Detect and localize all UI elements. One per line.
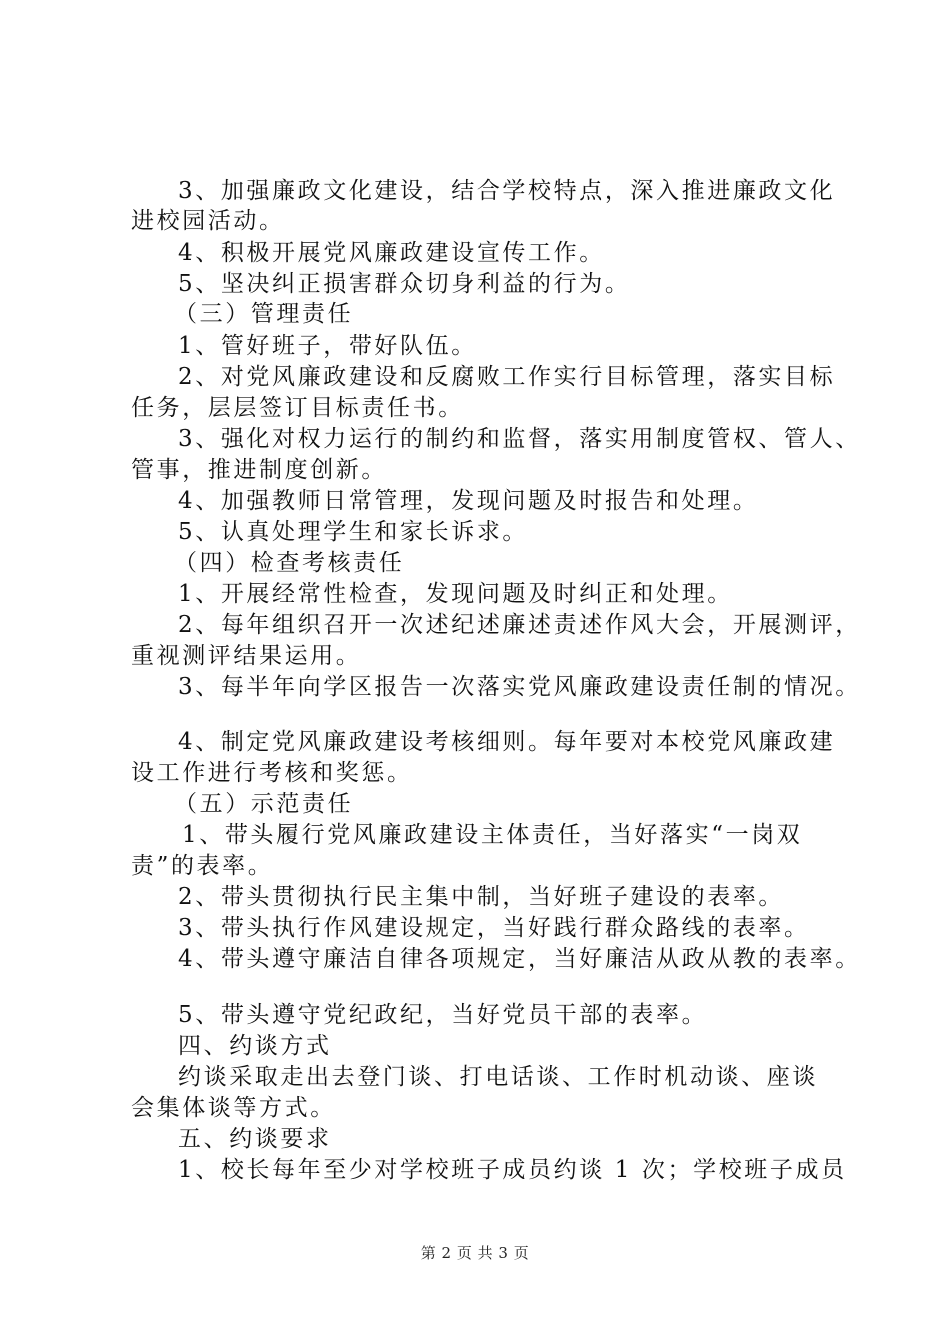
section-heading: （四）检查考核责任 xyxy=(174,550,405,576)
text-line: 5、坚决纠正损害群众切身利益的行为。 xyxy=(178,271,631,297)
text-line: 约谈采取走出去登门谈、打电话谈、工作时机动谈、座谈 xyxy=(178,1064,818,1090)
text-line: 任务，层层签订目标责任书。 xyxy=(131,395,464,421)
text-line: 3、加强廉政文化建设，结合学校特点，深入推进廉政文化 xyxy=(178,178,836,204)
text-line: 4、带头遵守廉洁自律各项规定，当好廉洁从政从教的表率。 xyxy=(178,946,861,972)
text-line: 5、带头遵守党纪政纪，当好党员干部的表率。 xyxy=(178,1002,708,1028)
text-line: 2、带头贯彻执行民主集中制，当好班子建设的表率。 xyxy=(178,884,785,910)
text-line: 2、每年组织召开一次述纪述廉述责述作风大会，开展测评， xyxy=(178,612,861,638)
text-line: 3、带头执行作风建设规定，当好践行群众路线的表率。 xyxy=(178,915,810,941)
text-line: 设工作进行考核和奖惩。 xyxy=(131,760,413,786)
section-heading: 五、约谈要求 xyxy=(178,1126,332,1152)
page-footer: 第 2 页 共 3 页 xyxy=(420,1244,530,1262)
text-line: 2、对党风廉政建设和反腐败工作实行目标管理，落实目标 xyxy=(178,364,836,390)
text-line: 3、强化对权力运行的制约和监督，落实用制度管权、管人、 xyxy=(178,426,861,452)
section-heading: （五）示范责任 xyxy=(174,791,354,817)
text-line: 会集体谈等方式。 xyxy=(131,1095,336,1121)
text-line: 4、加强教师日常管理，发现问题及时报告和处理。 xyxy=(178,488,759,514)
text-line: 1、管好班子，带好队伍。 xyxy=(178,333,477,359)
text-line: 3、每半年向学区报告一次落实党风廉政建设责任制的情况。 xyxy=(178,674,861,700)
section-heading: （三）管理责任 xyxy=(174,301,354,327)
text-line: 进校园活动。 xyxy=(131,208,285,234)
text-line: 管事，推进制度创新。 xyxy=(131,457,387,483)
section-heading: 四、约谈方式 xyxy=(178,1033,332,1059)
text-line: 责”的表率。 xyxy=(131,853,274,879)
text-line: 5、认真处理学生和家长诉求。 xyxy=(178,519,529,545)
text-line: 4、制定党风廉政建设考核细则。每年要对本校党风廉政建 xyxy=(178,729,836,755)
text-line: 1、校长每年至少对学校班子成员约谈 1 次；学校班子成员 xyxy=(178,1157,847,1183)
text-line: 4、积极开展党风廉政建设宣传工作。 xyxy=(178,240,605,266)
text-line: 1、开展经常性检查，发现问题及时纠正和处理。 xyxy=(178,581,733,607)
text-line: 1、带头履行党风廉政建设主体责任，当好落实“一岗双 xyxy=(182,822,803,848)
text-line: 重视测评结果运用。 xyxy=(131,643,362,669)
